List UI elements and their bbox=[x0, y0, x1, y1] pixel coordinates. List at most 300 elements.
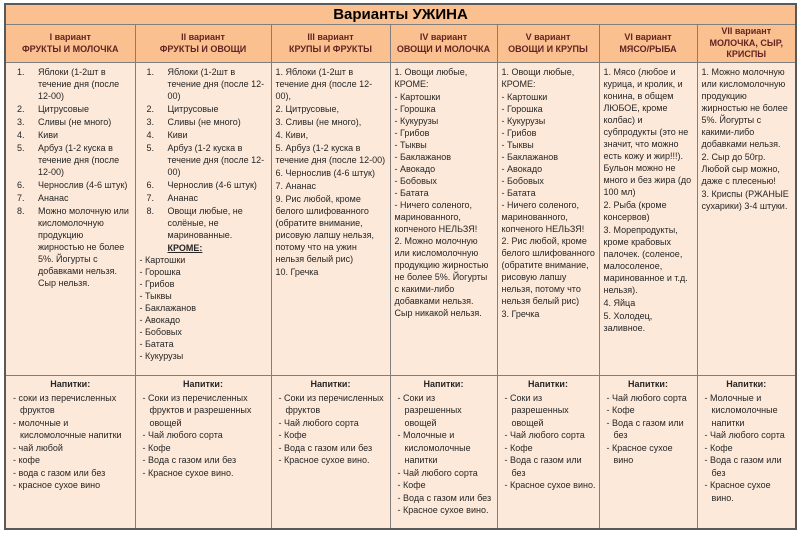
drink-item bbox=[701, 454, 793, 479]
item-text: Кофе bbox=[710, 442, 733, 453]
item-text: Красное сухое вино. bbox=[148, 467, 234, 478]
food-item: 2. Можно молочную или кисломолочную продукцию жирностью не более 5%. Йогурты с какими-либо добавками нельзя. Сыр никакой нельзя. bbox=[394, 236, 489, 319]
dash-marker: - bbox=[606, 405, 610, 416]
item-text: Картошки bbox=[400, 92, 441, 103]
item-number: 4. bbox=[146, 130, 155, 141]
dash-marker: - bbox=[504, 392, 508, 403]
item-text: Тыквы bbox=[400, 140, 427, 151]
food-item bbox=[136, 116, 268, 128]
item-number: 4. bbox=[17, 130, 25, 141]
items-list bbox=[391, 66, 494, 320]
item-text: Авокадо bbox=[507, 164, 543, 175]
excluded-item bbox=[498, 199, 596, 235]
item-text: Арбуз (1-2 куска в течение дня (после 12-00) bbox=[38, 143, 120, 178]
dash-marker: - bbox=[397, 492, 401, 503]
dash-marker: - bbox=[501, 152, 505, 163]
dash-marker: - bbox=[394, 128, 398, 139]
dash-marker: - bbox=[13, 455, 16, 466]
drink-item bbox=[9, 467, 132, 480]
food-item bbox=[136, 66, 268, 102]
drink-item bbox=[394, 504, 494, 517]
excluded-item bbox=[391, 91, 494, 103]
item-text: Горошка bbox=[400, 104, 436, 115]
item-text: Соки из разрешенных овощей bbox=[510, 392, 569, 428]
dash-marker: - bbox=[394, 200, 398, 211]
item-text: Соки из разрешенных овощей bbox=[403, 392, 462, 428]
food-item: 7. Ананас bbox=[275, 181, 316, 192]
item-number: 6. bbox=[17, 180, 25, 191]
except-label: КРОМЕ: bbox=[167, 243, 203, 254]
item-text: Картошки bbox=[507, 92, 548, 103]
dash-marker: - bbox=[501, 92, 505, 103]
item-text: Бобовых bbox=[400, 176, 437, 187]
food-item: 6. Чернослив (4-6 штук) bbox=[275, 168, 375, 179]
dash-marker: - bbox=[397, 467, 401, 478]
page bbox=[0, 3, 800, 536]
dash-marker: - bbox=[501, 164, 505, 175]
dash-marker: - bbox=[501, 104, 505, 115]
dash-marker: - bbox=[278, 455, 282, 466]
items-list bbox=[600, 66, 694, 335]
drinks-title: Напитки: bbox=[423, 379, 464, 390]
item-number: 7. bbox=[17, 193, 25, 204]
category-label: МОЛОЧКА, СЫР, КРИСПЫ bbox=[709, 37, 783, 60]
item-number: 7. bbox=[146, 193, 155, 204]
variant-header-cell bbox=[497, 25, 599, 63]
dash-marker: - bbox=[501, 116, 505, 127]
dash-marker: - bbox=[704, 442, 708, 453]
drink-item bbox=[603, 404, 694, 417]
item-text: Батата bbox=[400, 188, 429, 199]
drinks-list bbox=[603, 378, 694, 467]
drink-item bbox=[9, 392, 132, 417]
food-item bbox=[136, 129, 268, 141]
food-item: 10. Гречка bbox=[275, 267, 319, 278]
category-label: МЯСО/РЫБА bbox=[619, 43, 677, 54]
drinks-row bbox=[5, 376, 796, 529]
drink-item bbox=[501, 429, 596, 442]
excluded-item bbox=[391, 199, 494, 235]
item-text: Кукурузы bbox=[145, 351, 184, 362]
item-text: Красное сухое вино. bbox=[403, 505, 489, 516]
food-item bbox=[6, 179, 132, 191]
item-text: Арбуз (1-2 куска в течение дня (после 12-00) bbox=[167, 143, 265, 178]
item-text: Молочные и кисломолочные напитки bbox=[710, 392, 778, 428]
drink-item bbox=[139, 454, 268, 467]
item-number: 3. bbox=[17, 117, 25, 128]
dash-marker: - bbox=[704, 455, 708, 466]
category-label: ФРУКТЫ И МОЛОЧКА bbox=[21, 43, 119, 54]
item-text: Вода с газом или без bbox=[510, 455, 582, 478]
drinks-title: Напитки: bbox=[310, 379, 351, 390]
item-text: Киви bbox=[38, 130, 59, 141]
item-number: 8. bbox=[146, 206, 155, 217]
drink-item bbox=[501, 442, 596, 455]
food-item bbox=[6, 116, 132, 128]
dash-marker: - bbox=[606, 392, 610, 403]
excluded-item bbox=[136, 278, 268, 290]
item-text: Кофе bbox=[284, 430, 307, 441]
dash-marker: - bbox=[278, 417, 282, 428]
item-number: 1. bbox=[17, 67, 25, 78]
excluded-item bbox=[136, 302, 268, 314]
item-text: молочные и кисломолочные напитки bbox=[18, 417, 122, 441]
excluded-item bbox=[136, 338, 268, 350]
dash-marker: - bbox=[13, 480, 16, 491]
drink-item bbox=[275, 392, 387, 417]
excluded-item bbox=[498, 115, 596, 127]
drinks-list bbox=[139, 378, 268, 479]
dash-marker: - bbox=[704, 480, 708, 491]
header-row bbox=[5, 25, 796, 63]
dash-marker: - bbox=[139, 351, 143, 362]
item-text: Тыквы bbox=[145, 291, 172, 302]
category-label: КРУПЫ И ФРУКТЫ bbox=[289, 43, 372, 54]
dash-marker: - bbox=[13, 467, 16, 478]
drinks-list bbox=[394, 378, 494, 517]
excluded-item bbox=[136, 350, 268, 362]
drink-item bbox=[394, 492, 494, 505]
excluded-item bbox=[136, 326, 268, 338]
dinner-options-table bbox=[4, 3, 797, 530]
dash-marker: - bbox=[501, 200, 505, 211]
variant-drinks-cell bbox=[390, 376, 497, 529]
item-text: Чай любого сорта bbox=[710, 430, 785, 441]
food-item: 5. Холодец, заливное. bbox=[603, 311, 653, 334]
item-text: Ничего соленого, маринованного, копченого НЕЛЬЗЯ! bbox=[394, 200, 478, 235]
drink-item bbox=[501, 479, 596, 492]
item-number: 8. bbox=[17, 206, 25, 217]
item-text: Овощи любые, не солёные, не маринованные. bbox=[167, 206, 243, 241]
item-text: Кофе bbox=[148, 442, 171, 453]
excluded-item bbox=[391, 115, 494, 127]
food-item bbox=[6, 66, 132, 102]
dash-marker: - bbox=[13, 392, 16, 403]
dash-marker: - bbox=[606, 417, 610, 428]
dash-marker: - bbox=[501, 188, 505, 199]
food-item bbox=[6, 142, 132, 178]
item-text: красное сухое вино bbox=[18, 480, 101, 491]
excluded-item bbox=[391, 187, 494, 199]
dash-marker: - bbox=[504, 455, 508, 466]
variant-header-cell bbox=[697, 25, 796, 63]
variant-items-cell bbox=[390, 63, 497, 376]
title-row bbox=[5, 4, 796, 25]
variant-items-cell bbox=[271, 63, 390, 376]
item-number: 2. bbox=[17, 104, 25, 115]
excluded-item bbox=[391, 127, 494, 139]
dash-marker: - bbox=[278, 392, 282, 403]
item-text: Красное сухое вино. bbox=[710, 480, 771, 503]
item-text: Батата bbox=[145, 339, 174, 350]
variant-items-cell bbox=[697, 63, 796, 376]
food-item bbox=[136, 192, 268, 204]
dash-marker: - bbox=[394, 116, 398, 127]
drink-item bbox=[275, 417, 387, 430]
item-text: Чай любого сорта bbox=[612, 392, 687, 403]
drinks-title: Напитки: bbox=[183, 379, 223, 390]
excluded-item bbox=[498, 163, 596, 175]
item-text: Яблоки (1-2шт в течение дня (после 12-00) bbox=[38, 67, 120, 102]
variant-label: VII вариант bbox=[721, 26, 772, 36]
dash-marker: - bbox=[142, 467, 146, 478]
excluded-item bbox=[136, 254, 268, 266]
items-list bbox=[136, 66, 268, 362]
food-item: 9. Рис любой, кроме белого шлифованного (обратите внимание, рисовую лапшу нельзя, потому что на ужин нельзя белый рис) bbox=[275, 194, 374, 265]
dash-marker: - bbox=[394, 140, 398, 151]
item-text: Вода с газом или без bbox=[148, 455, 237, 466]
dash-marker: - bbox=[394, 152, 398, 163]
item-text: Бобовых bbox=[145, 327, 182, 338]
food-item: 2. Сыр до 50гр. Любой сыр можно, даже с плесенью! bbox=[701, 152, 780, 187]
drinks-title: Напитки: bbox=[528, 379, 568, 390]
items-row bbox=[5, 63, 796, 376]
item-text: Горошка bbox=[507, 104, 543, 115]
drink-item bbox=[9, 417, 132, 442]
dash-marker: - bbox=[397, 392, 401, 403]
food-item bbox=[136, 103, 268, 115]
items-list bbox=[698, 66, 793, 213]
drink-item bbox=[9, 454, 132, 467]
variant-drinks-cell bbox=[5, 376, 135, 529]
item-number: 3. bbox=[146, 117, 155, 128]
excluded-item bbox=[498, 175, 596, 187]
item-text: Кофе bbox=[510, 442, 533, 453]
dash-marker: - bbox=[142, 392, 146, 403]
food-item bbox=[6, 205, 132, 289]
drink-item bbox=[139, 429, 268, 442]
dash-marker: - bbox=[394, 176, 398, 187]
food-item: 5. Арбуз (1-2 куска в течение дня (после 12-00) bbox=[275, 143, 386, 166]
item-text: Вода с газом или без bbox=[403, 492, 492, 503]
drink-item bbox=[139, 467, 268, 480]
item-text: Чай любого сорта bbox=[510, 430, 585, 441]
category-label: ОВОЩИ И МОЛОЧКА bbox=[396, 43, 491, 54]
dash-marker: - bbox=[397, 480, 401, 491]
variant-label: I вариант bbox=[49, 31, 91, 42]
dash-marker: - bbox=[394, 164, 398, 175]
item-text: Кофе bbox=[403, 480, 426, 491]
item-text: Вода с газом или без bbox=[612, 417, 684, 441]
food-item: 1. Можно молочную или кисломолочную продукцию жирностью не более 5%. Йогурты с какими-либо добавками нельзя. bbox=[701, 67, 788, 150]
item-text: Грибов bbox=[507, 128, 537, 139]
item-number: 6. bbox=[146, 180, 155, 191]
drink-item bbox=[394, 479, 494, 492]
items-list bbox=[272, 66, 387, 279]
dash-marker: - bbox=[139, 315, 143, 326]
dash-marker: - bbox=[142, 455, 146, 466]
item-text: соки из перечисленных фруктов bbox=[18, 392, 117, 416]
drink-item bbox=[394, 392, 494, 430]
excluded-item bbox=[391, 175, 494, 187]
food-item: 2. Рыба (кроме консервов) bbox=[603, 200, 667, 223]
item-text: Чернослив (4-6 штук) bbox=[38, 180, 128, 191]
excluded-item bbox=[391, 163, 494, 175]
food-item bbox=[6, 192, 132, 204]
category-label: ОВОЩИ И КРУПЫ bbox=[508, 43, 588, 54]
excluded-item bbox=[391, 103, 494, 115]
item-text: Киви bbox=[167, 130, 188, 141]
drink-item bbox=[275, 454, 387, 467]
item-number: 5. bbox=[146, 143, 155, 154]
drink-item bbox=[501, 392, 596, 430]
food-item: 3. Гречка bbox=[501, 309, 540, 320]
dash-marker: - bbox=[397, 505, 401, 516]
drinks-list bbox=[9, 378, 132, 492]
item-text: Ананас bbox=[38, 193, 69, 204]
item-text: Ананас bbox=[167, 193, 198, 204]
dash-marker: - bbox=[504, 430, 508, 441]
item-text: Молочные и кисломолочные напитки bbox=[403, 430, 471, 466]
dash-marker: - bbox=[704, 430, 708, 441]
food-item: 3. Морепродукты, кроме крабовых палочек. (соленое, малосоленое, маринованное и т.д. нельзя). bbox=[603, 225, 688, 296]
food-item bbox=[136, 179, 268, 191]
drink-item bbox=[701, 392, 793, 430]
items-list bbox=[6, 66, 132, 290]
dash-marker: - bbox=[504, 442, 508, 453]
dash-marker: - bbox=[394, 188, 398, 199]
drink-item bbox=[701, 442, 793, 455]
dash-marker: - bbox=[501, 176, 505, 187]
drinks-list bbox=[701, 378, 793, 504]
variant-drinks-cell bbox=[599, 376, 697, 529]
variant-drinks-cell bbox=[135, 376, 271, 529]
drink-item bbox=[9, 442, 132, 455]
item-text: Сливы (не много) bbox=[167, 117, 241, 128]
item-text: Яблоки (1-2шт в течение дня (после 12-00) bbox=[167, 67, 265, 102]
dash-marker: - bbox=[501, 128, 505, 139]
drink-item bbox=[394, 467, 494, 480]
dash-marker: - bbox=[13, 442, 16, 453]
dash-marker: - bbox=[278, 442, 282, 453]
excluded-item bbox=[498, 139, 596, 151]
item-text: Кукурузы bbox=[400, 116, 439, 127]
item-text: Батата bbox=[507, 188, 536, 199]
item-text: Вода с газом или без bbox=[284, 442, 373, 453]
items-list bbox=[498, 66, 596, 321]
item-text: Красное сухое вино. bbox=[510, 480, 596, 491]
item-text: вода с газом или без bbox=[18, 467, 106, 478]
food-item: 3. Сливы (не много), bbox=[275, 117, 362, 128]
item-text: Чернослив (4-6 штук) bbox=[167, 180, 257, 191]
variant-drinks-cell bbox=[271, 376, 390, 529]
drinks-title: Напитки: bbox=[628, 379, 668, 390]
variant-label: IV вариант bbox=[419, 31, 468, 42]
variant-header-cell bbox=[390, 25, 497, 63]
variant-header-cell bbox=[135, 25, 271, 63]
drink-item bbox=[9, 479, 132, 492]
variant-items-cell bbox=[497, 63, 599, 376]
dash-marker: - bbox=[504, 480, 508, 491]
variant-label: III вариант bbox=[307, 31, 354, 42]
drink-item bbox=[275, 442, 387, 455]
food-item bbox=[6, 103, 132, 115]
item-text: Сливы (не много) bbox=[38, 117, 112, 128]
drinks-title: Напитки: bbox=[50, 379, 91, 390]
excluded-item bbox=[391, 139, 494, 151]
excluded-item bbox=[136, 314, 268, 326]
item-number: 5. bbox=[17, 143, 25, 154]
variant-label: VI вариант bbox=[624, 31, 672, 42]
food-item: 2. Рис любой, кроме белого шлифованного (обратите внимание, рисовую лапшу нельзя, потому что нельзя белый рис) bbox=[501, 236, 595, 307]
variant-label: II вариант bbox=[181, 31, 225, 42]
item-text: Авокадо bbox=[145, 315, 181, 326]
drink-item bbox=[603, 392, 694, 405]
dash-marker: - bbox=[394, 92, 398, 103]
excluded-item bbox=[498, 187, 596, 199]
drink-item bbox=[501, 454, 596, 479]
item-text: Соки из перечисленных фруктов и разрешенных овощей bbox=[148, 392, 252, 428]
dash-marker: - bbox=[142, 430, 146, 441]
drinks-list bbox=[275, 378, 387, 467]
food-item: 1. Овощи любые, КРОМЕ: bbox=[394, 67, 468, 90]
variant-header-cell bbox=[599, 25, 697, 63]
dash-marker: - bbox=[501, 140, 505, 151]
item-text: Авокадо bbox=[400, 164, 436, 175]
dash-marker: - bbox=[704, 392, 708, 403]
dash-marker: - bbox=[139, 291, 143, 302]
item-text: Баклажанов bbox=[145, 303, 197, 314]
item-text: Цитрусовые bbox=[38, 104, 89, 115]
item-text: Чай любого сорта bbox=[284, 417, 359, 428]
drink-item bbox=[603, 442, 694, 467]
food-item bbox=[136, 142, 268, 178]
item-text: Баклажанов bbox=[400, 152, 452, 163]
dash-marker: - bbox=[139, 267, 143, 278]
item-text: Картошки bbox=[145, 255, 186, 266]
item-text: чай любой bbox=[18, 442, 63, 453]
dash-marker: - bbox=[142, 442, 146, 453]
dash-marker: - bbox=[13, 417, 16, 428]
excluded-item bbox=[498, 127, 596, 139]
excluded-item bbox=[391, 151, 494, 163]
variant-header-cell bbox=[271, 25, 390, 63]
variant-items-cell bbox=[5, 63, 135, 376]
variant-header-cell bbox=[5, 25, 135, 63]
drink-item bbox=[603, 417, 694, 442]
item-text: кофе bbox=[18, 455, 40, 466]
food-item: 4. Яйца bbox=[603, 298, 636, 309]
variant-drinks-cell bbox=[697, 376, 796, 529]
dash-marker: - bbox=[139, 339, 143, 350]
food-item bbox=[136, 205, 268, 241]
item-number: 2. bbox=[146, 104, 155, 115]
excluded-item bbox=[136, 266, 268, 278]
item-text: Можно молочную или кисломолочную продукцию жирностью не более 5%. Йогурты с добавками нельзя. Сыр нельзя. bbox=[38, 206, 129, 289]
item-text: Горошка bbox=[145, 267, 181, 278]
excluded-item bbox=[498, 91, 596, 103]
dash-marker: - bbox=[278, 430, 282, 441]
dash-marker: - bbox=[394, 104, 398, 115]
drinks-list bbox=[501, 378, 596, 492]
item-text: Чай любого сорта bbox=[403, 467, 478, 478]
item-text: Ничего соленого, маринованного, копченого НЕЛЬЗЯ! bbox=[501, 200, 585, 235]
drink-item bbox=[394, 429, 494, 467]
item-text: Чай любого сорта bbox=[148, 430, 223, 441]
drink-item bbox=[275, 429, 387, 442]
variant-drinks-cell bbox=[497, 376, 599, 529]
category-label: ФРУКТЫ И ОВОЩИ bbox=[159, 43, 247, 54]
variant-items-cell bbox=[599, 63, 697, 376]
food-item: 4. Киви, bbox=[275, 130, 309, 141]
item-text: Вода с газом или без bbox=[710, 455, 782, 478]
food-item bbox=[6, 129, 132, 141]
item-text: Баклажанов bbox=[507, 152, 559, 163]
drink-item bbox=[139, 442, 268, 455]
excluded-item bbox=[498, 103, 596, 115]
dash-marker: - bbox=[139, 279, 143, 290]
variant-items-cell bbox=[135, 63, 271, 376]
